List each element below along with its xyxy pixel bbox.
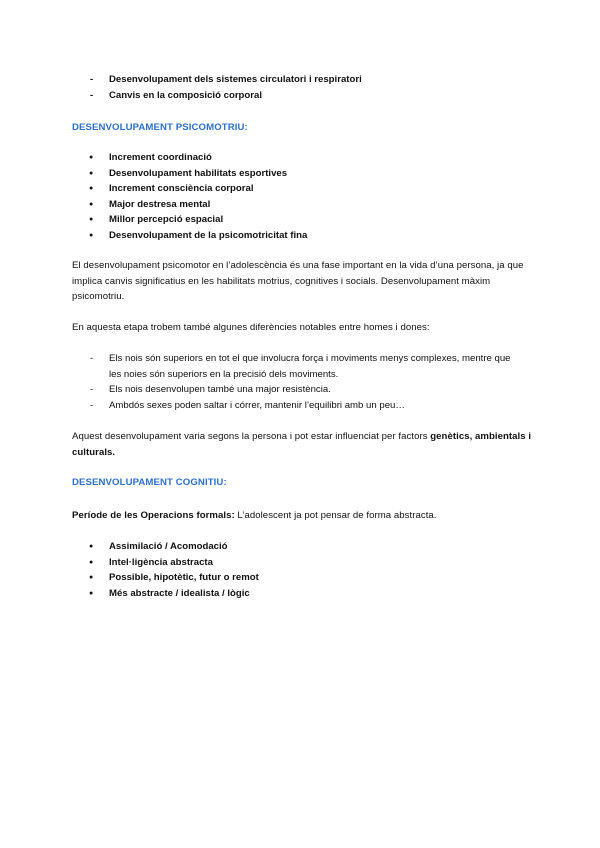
list-item: ● Desenvolupament de la psicomotricitat fina <box>72 228 532 244</box>
paragraph <box>72 429 532 460</box>
psico-paragraph-3-block <box>72 429 532 460</box>
psico-bullet-list-block <box>72 150 532 243</box>
psico-paragraph-1-block <box>72 258 532 305</box>
list-item: ● Assimilació / Acomodació <box>72 539 532 555</box>
paragraph: En aquesta etapa trobem també algunes diferències notables entre homes i dones: <box>72 322 430 333</box>
list-item: - Els nois desenvolupen també una major resistència. <box>72 382 532 398</box>
list-item: ● Millor percepció espacial <box>72 212 532 228</box>
list-item: ● Més abstracte / idealista / lògic <box>72 586 532 602</box>
period-text: L’adolescent ja pot pensar de forma abstracta. <box>234 510 437 521</box>
differences-dash-list <box>72 351 532 413</box>
list-item: - Els nois són superiors en tot el que involucra força i moviments menys complexes, mentre que les noies són superiors en la precisió dels moviments. <box>72 351 532 382</box>
list-item: ● Major destresa mental <box>72 197 532 213</box>
psico-paragraph-2-block <box>72 320 532 336</box>
list-item: - Canvis en la composició corporal <box>72 88 532 104</box>
period-line-block <box>72 508 532 524</box>
section-heading-psicomotriu: DESENVOLUPAMENT PSICOMOTRIU: <box>72 122 248 133</box>
list-item: ● Increment consciència corporal <box>72 181 532 197</box>
paragraph <box>72 508 532 524</box>
paragraph-bold-text: genètics, ambientals i culturals. <box>72 431 532 458</box>
top-dash-list <box>72 72 532 103</box>
list-item: ● Desenvolupament habilitats esportives <box>72 166 532 182</box>
paragraph: El desenvolupament psicomotor en l’adolescència és una fase important en la vida d’una persona, ja que implica canvis significatius en les habilitats motrius, cognitives i socials. Desenvolupament màxim psicomotriu. <box>72 260 524 302</box>
period-label: Període de les Operacions formals: <box>72 510 235 521</box>
cogni-bullet-list-block <box>72 539 532 601</box>
list-item: - Desenvolupament dels sistemes circulatori i respiratori <box>72 72 532 88</box>
paragraph-text: Aquest desenvolupament varia segons la persona i pot estar influenciat per factors <box>72 431 431 442</box>
cogni-bullet-list <box>72 539 532 601</box>
list-item: ● Possible, hipotètic, futur o remot <box>72 570 532 586</box>
list-item: - Ambdós sexes poden saltar i córrer, mantenir l’equilibri amb un peu… <box>72 398 532 414</box>
list-item: ● Intel·ligència abstracta <box>72 555 532 571</box>
section-heading-cognitiu: DESENVOLUPAMENT COGNITIU: <box>72 477 227 488</box>
psico-bullet-list <box>72 150 532 243</box>
list-item: ● Increment coordinació <box>72 150 532 166</box>
differences-list-block <box>72 351 532 413</box>
top-dash-list-block <box>72 72 532 103</box>
